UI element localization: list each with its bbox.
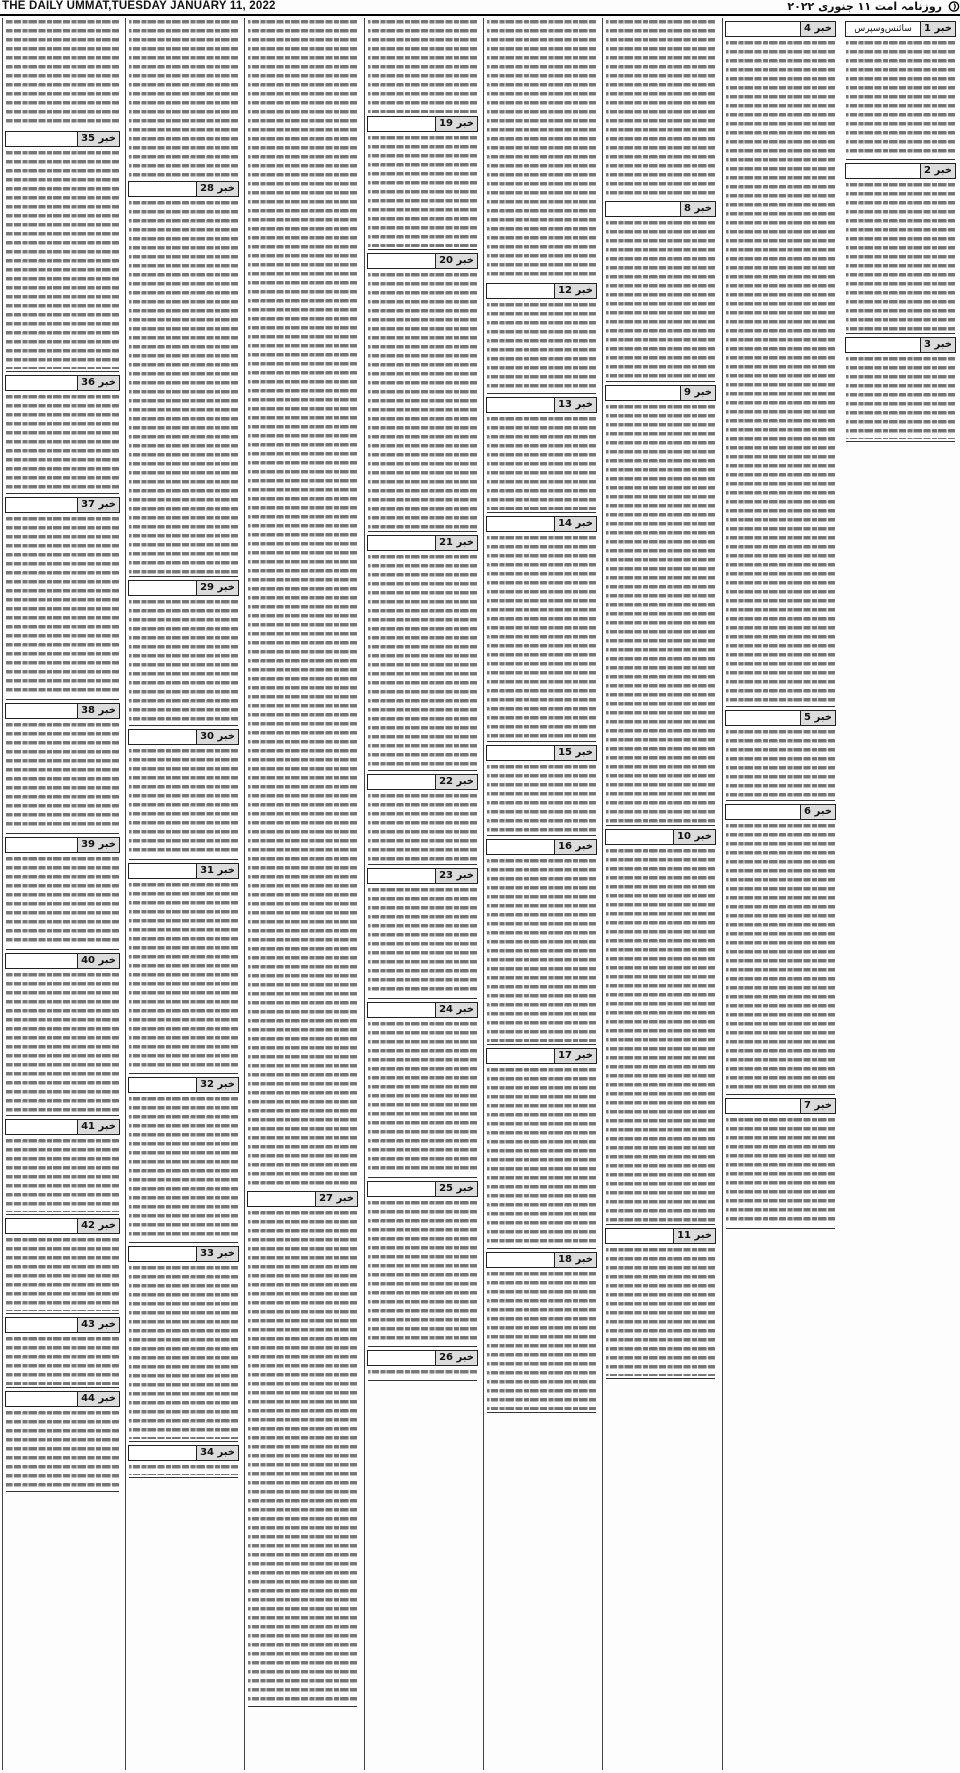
article-text [129, 18, 238, 178]
news-item-header [367, 774, 478, 790]
news-item-number: خبر 26 [435, 1351, 477, 1365]
news-item-title [487, 398, 554, 412]
news-item-title [726, 1099, 800, 1113]
divider [846, 441, 955, 442]
divider [606, 1378, 715, 1379]
news-item-title [248, 1192, 315, 1206]
news-item-header [128, 181, 239, 197]
news-item-title [368, 1182, 435, 1196]
article-text [368, 18, 477, 113]
news-item-header [486, 283, 597, 299]
article-text [6, 1409, 119, 1489]
masthead-urdu-title: روزنامہ امت ۱۱ جنوری ۲۰۲۲ [787, 0, 942, 13]
news-item-header [5, 497, 120, 513]
news-item-header [725, 21, 836, 37]
news-item-title [726, 711, 800, 725]
article-text [726, 39, 835, 704]
divider [129, 1441, 238, 1442]
article-text [726, 822, 835, 1092]
news-column [843, 18, 958, 1770]
news-item-title [368, 1351, 435, 1365]
article-text [846, 39, 955, 157]
news-item-title [606, 830, 673, 844]
divider [368, 1380, 477, 1381]
news-columns [2, 18, 958, 1770]
news-item-number: خبر 37 [77, 498, 119, 512]
news-item-title [129, 730, 196, 744]
article-text [129, 747, 238, 857]
divider [487, 512, 596, 513]
news-item-number: خبر 2 [920, 164, 955, 178]
news-item-number: خبر 16 [554, 840, 596, 854]
news-item-number: خبر 43 [77, 1318, 119, 1332]
news-item-number: خبر 14 [554, 517, 596, 531]
article-text [368, 886, 477, 996]
news-item-title [487, 517, 554, 531]
news-item-header [128, 1246, 239, 1262]
news-item-header [247, 1191, 358, 1207]
news-item-header [5, 1218, 120, 1234]
news-item-number: خبر 40 [77, 954, 119, 968]
article-text [487, 18, 596, 280]
news-item-number: خبر 15 [554, 746, 596, 760]
divider [129, 725, 238, 726]
news-item-title [726, 22, 800, 36]
article-text [487, 534, 596, 739]
divider [248, 1706, 357, 1707]
news-column [602, 18, 718, 1770]
divider [129, 1242, 238, 1243]
divider [846, 159, 955, 160]
news-item-header [128, 580, 239, 596]
divider [487, 835, 596, 836]
news-item-header [367, 1002, 478, 1018]
article-text [846, 355, 955, 439]
news-item-title [129, 1078, 196, 1092]
news-item-title [368, 254, 435, 268]
article-text [487, 1066, 596, 1246]
divider [726, 706, 835, 707]
news-item-number: خبر 5 [800, 711, 835, 725]
divider [487, 741, 596, 742]
news-item-number: خبر 21 [435, 536, 477, 550]
news-item-title [487, 1049, 554, 1063]
news-item-header [845, 21, 956, 37]
article-text [6, 393, 119, 491]
news-item-header [5, 375, 120, 391]
news-item-title [368, 1003, 435, 1017]
news-item-number: خبر 12 [554, 284, 596, 298]
article-text [726, 1116, 835, 1226]
news-column [2, 18, 122, 1770]
article-text [606, 219, 715, 379]
article-text [129, 1264, 238, 1439]
article-text [6, 515, 119, 697]
article-text [6, 1236, 119, 1311]
news-item-title [368, 869, 435, 883]
news-item-title [726, 805, 800, 819]
news-item-number: خبر 1 [920, 22, 955, 36]
news-item-header [128, 1445, 239, 1461]
news-item-number: خبر 29 [196, 581, 238, 595]
news-item-number: خبر 30 [196, 730, 238, 744]
news-item-title [487, 284, 554, 298]
news-item-number: خبر 11 [673, 1229, 715, 1243]
article-text [487, 1270, 596, 1410]
news-item-number: خبر 4 [800, 22, 835, 36]
news-item-header [605, 829, 716, 845]
news-item-header [486, 1048, 597, 1064]
news-item-header [605, 385, 716, 401]
news-item-title [606, 386, 680, 400]
news-item-header [486, 1252, 597, 1268]
news-item-number: خبر 23 [435, 869, 477, 883]
news-item-title [487, 840, 554, 854]
news-item-header [367, 1181, 478, 1197]
news-item-header [845, 337, 956, 353]
article-text [606, 1246, 715, 1376]
news-item-number: خبر 27 [315, 1192, 357, 1206]
news-item-header [486, 397, 597, 413]
divider [129, 1477, 238, 1478]
news-item-header [367, 868, 478, 884]
news-item-number: خبر 13 [554, 398, 596, 412]
news-item-title [6, 132, 77, 146]
news-item-header [845, 163, 956, 179]
news-item-number: خبر 39 [77, 838, 119, 852]
news-item-title [129, 581, 196, 595]
article-text [129, 881, 238, 1071]
article-text [6, 971, 119, 1113]
news-item-title [368, 775, 435, 789]
divider [6, 1313, 119, 1314]
ummat-logo-icon [948, 1, 960, 12]
divider [6, 1115, 119, 1116]
news-item-title [6, 838, 77, 852]
news-item-number: خبر 7 [800, 1099, 835, 1113]
news-item-title [487, 746, 554, 760]
divider [487, 1248, 596, 1249]
divider [6, 371, 119, 372]
news-item-header [5, 1119, 120, 1135]
divider [487, 393, 596, 394]
news-item-title [606, 1229, 673, 1243]
news-item-header [605, 201, 716, 217]
article-text [129, 199, 238, 574]
article-text [368, 1020, 477, 1175]
divider [6, 1214, 119, 1215]
divider [368, 249, 477, 250]
article-text [129, 1095, 238, 1240]
news-item-title [6, 376, 77, 390]
news-item-number: خبر 22 [435, 775, 477, 789]
article-text [248, 18, 357, 1188]
article-text [368, 1199, 477, 1344]
news-column [125, 18, 241, 1770]
news-item-title [129, 1446, 196, 1460]
divider [368, 864, 477, 865]
article-text [6, 149, 119, 369]
news-item-title [6, 498, 77, 512]
divider [606, 1224, 715, 1225]
article-text [726, 728, 835, 798]
article-text [487, 763, 596, 833]
divider [726, 1094, 835, 1095]
news-item-header [367, 1350, 478, 1366]
article-text [368, 1368, 477, 1378]
news-item-header [128, 1077, 239, 1093]
news-item-header [128, 729, 239, 745]
news-item-header [5, 953, 120, 969]
article-text [129, 1463, 238, 1475]
article-text [129, 598, 238, 723]
news-item-number: خبر 6 [800, 805, 835, 819]
news-item-title: سائنس‌وسپرس [854, 24, 912, 34]
article-text [606, 847, 715, 1222]
news-column [364, 18, 480, 1770]
news-item-title [129, 864, 196, 878]
news-item-header [367, 253, 478, 269]
news-column [483, 18, 599, 1770]
news-item-title [6, 1318, 77, 1332]
masthead-english-title: THE DAILY UMMAT,TUESDAY JANUARY 11, 2022 [2, 0, 276, 12]
news-item-header [605, 1228, 716, 1244]
divider [129, 1073, 238, 1074]
news-item-header [367, 116, 478, 132]
news-item-number: خبر 17 [554, 1049, 596, 1063]
divider [368, 531, 477, 532]
divider [368, 998, 477, 999]
news-item-title [129, 182, 196, 196]
article-text [606, 18, 715, 198]
article-text [6, 721, 119, 831]
news-item-number: خبر 41 [77, 1120, 119, 1134]
news-item-header [725, 710, 836, 726]
divider [606, 381, 715, 382]
news-item-number: خبر 44 [77, 1392, 119, 1406]
divider [6, 699, 119, 700]
article-text [6, 1137, 119, 1212]
article-text [487, 857, 596, 1042]
article-text [248, 1209, 357, 1704]
news-item-header [5, 131, 120, 147]
news-column [722, 18, 838, 1770]
divider [368, 770, 477, 771]
news-item-title [6, 1219, 77, 1233]
news-item-number: خبر 31 [196, 864, 238, 878]
news-item-title [368, 117, 435, 131]
divider [726, 800, 835, 801]
divider [6, 493, 119, 494]
news-item-header [5, 1391, 120, 1407]
news-item-number: خبر 19 [435, 117, 477, 131]
news-column [244, 18, 360, 1770]
article-text [6, 1335, 119, 1385]
news-item-header [5, 703, 120, 719]
divider [846, 333, 955, 334]
news-item-header [367, 535, 478, 551]
news-item-number: خبر 10 [673, 830, 715, 844]
divider [129, 859, 238, 860]
news-item-title [6, 1120, 77, 1134]
divider [6, 833, 119, 834]
divider [368, 1177, 477, 1178]
news-item-header [725, 1098, 836, 1114]
news-item-number: خبر 28 [196, 182, 238, 196]
news-item-number: خبر 3 [920, 338, 955, 352]
divider [6, 949, 119, 950]
article-text [846, 181, 955, 331]
news-item-title [129, 1247, 196, 1261]
article-text [368, 792, 477, 862]
article-text [368, 271, 477, 529]
news-item-title [846, 338, 920, 352]
divider [6, 1387, 119, 1388]
news-item-header [725, 804, 836, 820]
news-item-title [846, 164, 920, 178]
divider [726, 1228, 835, 1229]
news-item-title [487, 1253, 554, 1267]
divider [606, 825, 715, 826]
news-item-number: خبر 20 [435, 254, 477, 268]
news-item-number: خبر 25 [435, 1182, 477, 1196]
news-item-number: خبر 33 [196, 1247, 238, 1261]
news-item-title [6, 704, 77, 718]
news-item-header [486, 516, 597, 532]
article-text [606, 403, 715, 823]
divider [6, 1491, 119, 1492]
news-item-title [606, 202, 680, 216]
masthead [0, 0, 960, 16]
article-text [368, 134, 477, 247]
news-item-title [368, 536, 435, 550]
article-text [368, 553, 477, 768]
news-item-number: خبر 18 [554, 1253, 596, 1267]
divider [368, 1346, 477, 1347]
news-item-number: خبر 8 [680, 202, 715, 216]
news-item-number: خبر 32 [196, 1078, 238, 1092]
news-item-number: خبر 24 [435, 1003, 477, 1017]
divider [129, 576, 238, 577]
divider [487, 1412, 596, 1413]
news-item-number: خبر 35 [77, 132, 119, 146]
news-item-header [128, 863, 239, 879]
news-item-number: خبر 34 [196, 1446, 238, 1460]
news-item-header [486, 745, 597, 761]
news-item-header [5, 1317, 120, 1333]
news-item-header [486, 839, 597, 855]
news-item-title [6, 1392, 77, 1406]
article-text [6, 855, 119, 947]
news-item-header [5, 837, 120, 853]
article-text [487, 415, 596, 510]
news-item-number: خبر 9 [680, 386, 715, 400]
news-item-number: خبر 36 [77, 376, 119, 390]
news-item-number: خبر 38 [77, 704, 119, 718]
divider [487, 1044, 596, 1045]
article-text [487, 301, 596, 391]
article-text [6, 18, 119, 128]
news-item-number: خبر 42 [77, 1219, 119, 1233]
news-item-title [6, 954, 77, 968]
